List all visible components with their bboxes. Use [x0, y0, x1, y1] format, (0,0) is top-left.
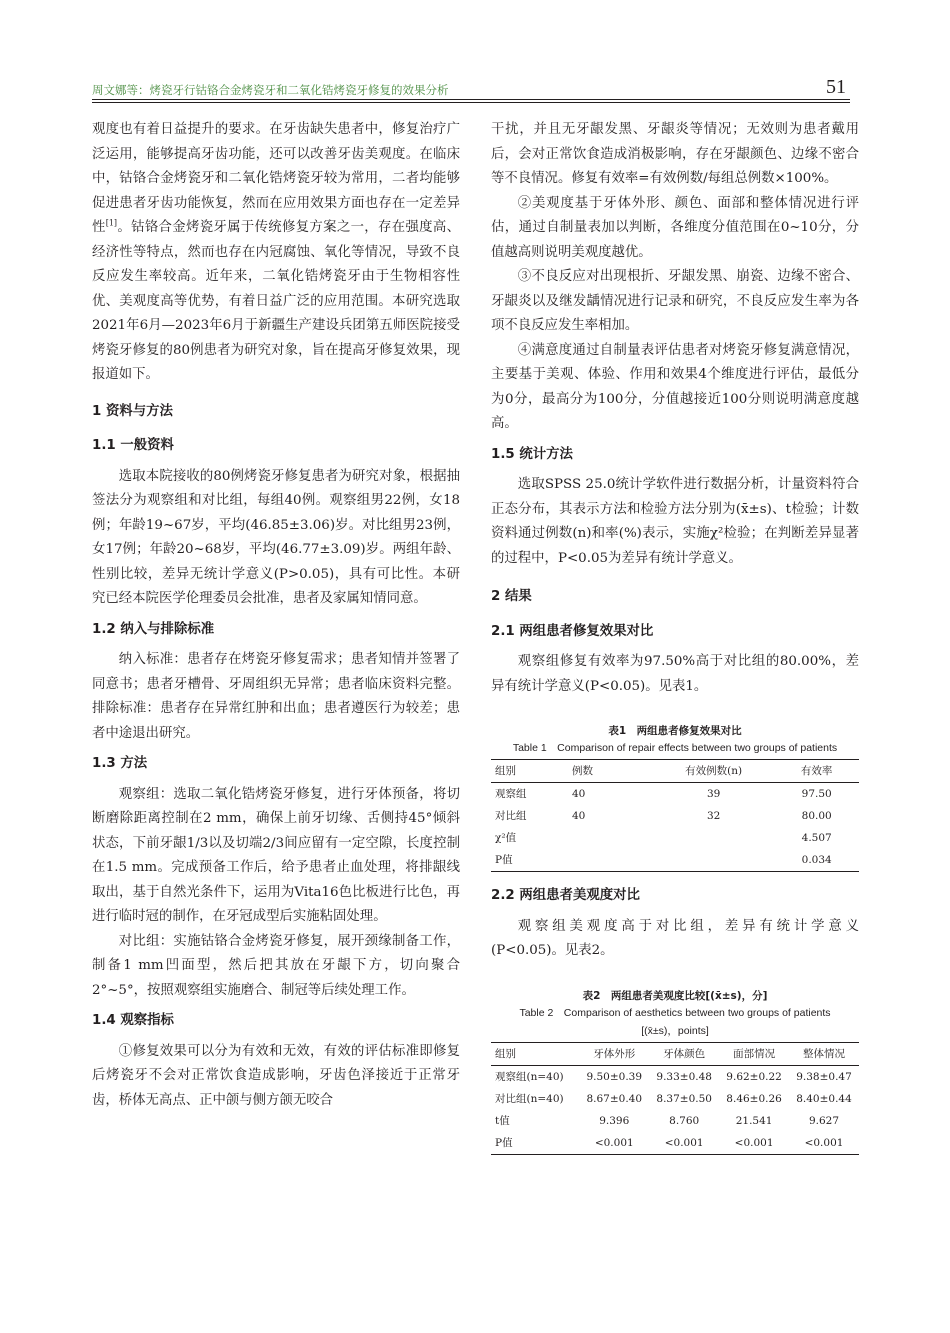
table-cell: 8.40±0.44 [796, 1092, 852, 1105]
section-1-1-heading: 1.1 一般资料 [92, 438, 174, 453]
table-cell: 8.760 [669, 1114, 700, 1127]
table-header-cell: 例数 [572, 760, 653, 783]
header-rule-thin [92, 102, 850, 103]
table-header-cell: 牙体外形 [579, 1042, 649, 1065]
table-cell: 9.62±0.22 [726, 1070, 782, 1083]
table-cell: 观察组(n=40) [495, 1070, 564, 1083]
section-1-4-heading: 1.4 观察指标 [92, 1013, 174, 1028]
table-cell: t值 [495, 1114, 510, 1127]
table-cell [653, 849, 774, 872]
section-2-2-heading: 2.2 两组患者美观度对比 [491, 888, 640, 903]
table-cell: 9.627 [808, 1114, 840, 1127]
table-cell: <0.001 [719, 1132, 789, 1155]
page-number: 51 [826, 76, 846, 98]
section-1-4-paragraph-3: ③不良反应对出现根折、牙龈发黑、崩瓷、边缘不密合、牙龈炎以及继发龋情况进行记录和研究，不良反应发生率为各项不良反应发生率相加。 [491, 269, 859, 333]
right-column [491, 118, 859, 1155]
table-cell: 9.33±0.48 [656, 1070, 712, 1083]
section-1-4-paragraph-4: ④满意度通过自制量表评估患者对烤瓷牙修复满意情况，主要基于美观、体验、作用和效果4个维度进行评估，最低分为0分，最高分为100分，分值越接近100分则说明满意度越高。 [491, 342, 859, 431]
table-cell: 40 [571, 788, 586, 800]
section-1-4-paragraph-1: ①修复效果可以分为有效和无效，有效的评估标准即修复后烤瓷牙不会对正常饮食造成影响，牙齿色泽接近于正常牙齿，桥体无高点、正中颌与侧方颌无咬合 [92, 1043, 460, 1108]
table-header-cell: 面部情况 [719, 1042, 789, 1065]
table-cell: 8.67±0.40 [586, 1092, 643, 1105]
table-2-caption-en-unit: [(x̄±s)，points] [641, 1024, 709, 1037]
running-header-title: 周文娜等：烤瓷牙行钴铬合金烤瓷牙和二氧化锆烤瓷牙修复的效果分析 [92, 83, 449, 97]
section-1-2-heading: 1.2 纳入与排除标准 [92, 621, 215, 637]
table-row [491, 783, 859, 806]
table-cell: P值 [491, 1132, 579, 1155]
table-cell: 40 [571, 810, 586, 822]
table-cell: 8.37±0.50 [656, 1092, 712, 1105]
table-row [491, 1132, 859, 1155]
section-1-heading: 1 资料与方法 [92, 403, 173, 419]
left-column [92, 118, 460, 1113]
table-cell: 观察组 [495, 788, 527, 800]
table-header-cell: 整体情况 [789, 1042, 859, 1065]
table-header-cell: 组别 [491, 760, 572, 783]
section-1-1-paragraph: 选取本院接收的80例烤瓷牙修复患者为研究对象，根据抽签法分为观察组和对比组，每组40例。观察组男22例，女18例；年龄19~67岁，平均(46.85±3.06)岁。对比组男23例，女17例；年龄20~68岁，平均(46.77±3.09)岁。两组年龄、性别比较，差异无统计学意义(P>0.05)，具有可比性。本研究已经本院医学伦理委员会批准，患者及家属知情同意。 [92, 468, 460, 606]
table-cell: 对比组(n=40) [495, 1092, 564, 1105]
table-cell: 4.507 [801, 832, 832, 844]
table-header-cell: 有效例数(n) [653, 760, 774, 783]
table-cell: 39 [706, 788, 721, 800]
citation-ref[interactable]: [1] [105, 218, 118, 228]
table-header-cell: 牙体颜色 [649, 1042, 719, 1065]
table-row [491, 849, 859, 872]
table-row [491, 1065, 859, 1088]
section-1-3-paragraph-observation: 观察组：选取二氧化锆烤瓷牙修复，进行牙体预备，将切断磨除距离控制在2 mm，确保上前牙切缘、舌侧持45°倾斜状态，下前牙龈1/3以及切端2/3间应留有一定空隙，长度控制在1.5 mm。完成预备工作后，给予患者止血处理，将排龈线取出，基于自然光条件下，运用为Vita16色比板进行比色，再进行临时冠的制作，在牙冠成型后实施粘固处理。 [92, 786, 460, 924]
table-cell: χ²值 [495, 832, 517, 844]
table-1 [491, 759, 859, 872]
table-cell: 8.46±0.26 [726, 1092, 782, 1105]
section-1-5-heading: 1.5 统计方法 [491, 446, 573, 462]
table-header-row [491, 1042, 859, 1065]
table-cell: P值 [491, 849, 572, 872]
table-row [491, 1110, 859, 1132]
table-cell: 0.034 [774, 849, 859, 872]
section-2-heading: 2 结果 [491, 589, 532, 604]
table-cell [572, 827, 653, 849]
table-cell: 9.396 [599, 1114, 630, 1127]
table-cell: 80.00 [801, 810, 832, 822]
table-cell: 对比组 [495, 810, 527, 822]
table-2-caption-en: Table 2 Comparison of aesthetics between two groups of patients [519, 1006, 831, 1019]
section-1-4-paragraph-1-cont: 干扰，并且无牙龈发黑、牙龈炎等情况；无效则为患者戴用后，会对正常饮食造成消极影响，存在牙龈颜色、边缘不密合等不良情况。修复有效率=有效例数/每组总例数×100%。 [491, 122, 859, 186]
table-header-cell: 组别 [491, 1042, 579, 1065]
table-cell: 21.541 [735, 1114, 773, 1127]
section-2-2-paragraph: 观察组美观度高于对比组，差异有统计学意义(P<0.05)。见表2。 [491, 918, 859, 958]
section-1-4-paragraph-2: ②美观度基于牙体外形、颜色、面部和整体情况进行评估，通过自制量表加以判断，各维度分值范围在0~10分，分值越高则说明美观度越优。 [491, 195, 859, 260]
table-cell: 32 [706, 810, 721, 822]
table-cell [572, 849, 653, 872]
section-2-1-paragraph: 观察组修复有效率为97.50%高于对比组的80.00%，差异有统计学意义(P<0.05)。见表1。 [491, 654, 859, 694]
intro-paragraph: 观度也有着日益提升的要求。在牙齿缺失患者中，修复治疗广泛运用，能够提高牙齿功能，还可以改善牙齿美观度。在临床中，钴铬合金烤瓷牙和二氧化锆烤瓷牙较为常用，二者均能够促进患者牙齿功能恢复，然而在应用效果方面也存在一定差异性[1]。钴铬合金烤瓷牙属于传统修复方案之一，存在强度高、经济性等特点，然而也存在内冠腐蚀、氧化等情况，导致不良反应发生率较高。近年来，二氧化锆烤瓷牙由于生物相容性优、美观度高等优势，有着日益广泛的应用范围。本研究选取2021年6月—2023年6月于新疆生产建设兵团第五师医院接受烤瓷牙修复的80例患者为研究对象，旨在提高牙修复效果，现报道如下。 [92, 122, 460, 382]
header-rule [92, 99, 850, 100]
table-1-block [491, 723, 859, 872]
table-row [491, 1088, 859, 1110]
table-row [491, 827, 859, 849]
table-cell: <0.001 [649, 1132, 719, 1155]
table-cell: 9.38±0.47 [796, 1070, 852, 1083]
section-1-5-paragraph: 选取SPSS 25.0统计学软件进行数据分析，计量资料符合正态分布，其表示方法和检验方法分别为(x̄±s)、t检验；计数资料通过例数(n)和率(%)表示，实施χ²检验；在判断差异显著的过程中，P<0.05为差异有统计学意义。 [491, 477, 859, 566]
section-1-3-paragraph-control: 对比组：实施钴铬合金烤瓷牙修复，展开颈缘制备工作，制备1 mm凹面型，然后把其放在牙龈下方，切向聚合2°~5°，按照观察组实施磨合、制冠等后续处理工作。 [92, 933, 460, 998]
table-cell: <0.001 [789, 1132, 859, 1155]
table-cell: 9.50±0.39 [586, 1070, 643, 1083]
table-cell: <0.001 [579, 1132, 649, 1155]
table-row [491, 805, 859, 827]
table-1-caption-cn: 表1 两组患者修复效果对比 [608, 725, 742, 737]
table-2 [491, 1042, 859, 1155]
table-2-caption-cn: 表2 两组患者美观度比较[(x̄±s)，分] [582, 989, 768, 1002]
section-1-3-heading: 1.3 方法 [92, 756, 148, 771]
table-cell: 97.50 [801, 788, 832, 800]
table-header-row [491, 760, 859, 783]
table-2-block [491, 988, 859, 1155]
table-header-cell: 有效率 [774, 760, 859, 783]
table-1-caption-en: Table 1 Comparison of repair effects between two groups of patients [512, 742, 838, 754]
section-1-2-paragraph: 纳入标准：患者存在烤瓷牙修复需求；患者知情并签署了同意书；患者牙槽骨、牙周组织无异常；患者临床资料完整。排除标准：患者存在异常红肿和出血；患者遵医行为较差；患者中途退出研究。 [92, 652, 460, 741]
section-2-1-heading: 2.1 两组患者修复效果对比 [491, 623, 654, 639]
table-cell [653, 827, 774, 849]
